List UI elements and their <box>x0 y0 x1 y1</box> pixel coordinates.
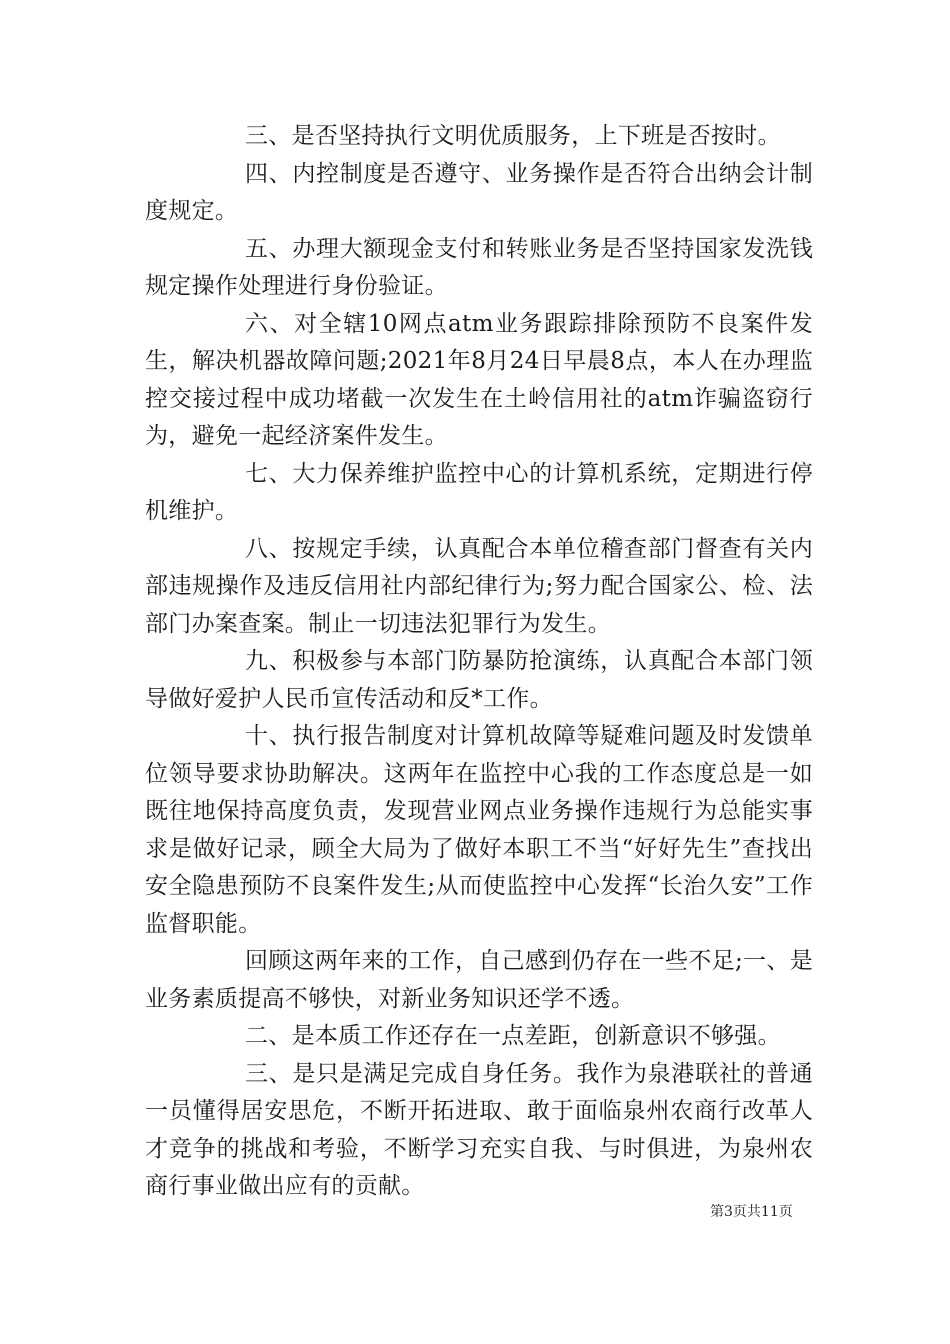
document-body <box>145 118 813 1206</box>
paragraph-8: 八、按规定手续，认真配合本单位稽查部门督查有关内部违规操作及违反信用社内部纪律行为;努力配合国家公、检、法部门办案查案。制止一切违法犯罪行为发生。 <box>145 535 813 637</box>
paragraph-10: 十、执行报告制度对计算机故障等疑难问题及时发馈单位领导要求协助解决。这两年在监控中心我的工作态度总是一如既往地保持高度负责，发现营业网点业务操作违规行为总能实事求是做好记录，顾全大局为了做好本职工不当“好好先生”查找出安全隐患预防不良案件发生;从而使监控中心发挥“长治久安”工作监督职能。 <box>145 723 813 937</box>
paragraph-4: 四、内控制度是否遵守、业务操作是否符合出纳会计制度规定。 <box>145 160 813 224</box>
page-number: 第3页共11页 <box>710 1204 793 1220</box>
paragraph-7: 七、大力保养维护监控中心的计算机系统，定期进行停机维护。 <box>145 460 813 524</box>
paragraph-9: 九、积极参与本部门防暴防抢演练，认真配合本部门领导做好爱护人民币宣传活动和反*工作。 <box>145 648 813 712</box>
paragraph-shortcoming-2: 二、是本质工作还存在一点差距，创新意识不够强。 <box>245 1023 781 1049</box>
paragraph-6: 六、对全辖10网点atm业务跟踪排除预防不良案件发生，解决机器故障问题;2021年8月24日早晨8点，本人在办理监控交接过程中成功堵截一次发生在土岭信用社的atm诈骗盗窃行为，避免一起经济案件发生。 <box>145 310 813 449</box>
paragraph-3: 三、是否坚持执行文明优质服务，上下班是否按时。 <box>245 123 781 149</box>
paragraph-shortcoming-3: 三、是只是满足完成自身任务。我作为泉港联社的普通一员懂得居安思危，不断开拓进取、敢于面临泉州农商行改革人才竞争的挑战和考验，不断学习充实自我、与时俱进，为泉州农商行事业做出应有的贡献。 <box>145 1060 813 1199</box>
paragraph-review: 回顾这两年来的工作，自己感到仍存在一些不足;一、是业务素质提高不够快，对新业务知识还学不透。 <box>145 948 813 1012</box>
paragraph-5: 五、办理大额现金支付和转账业务是否坚持国家发洗钱规定操作处理进行身份验证。 <box>145 235 813 299</box>
